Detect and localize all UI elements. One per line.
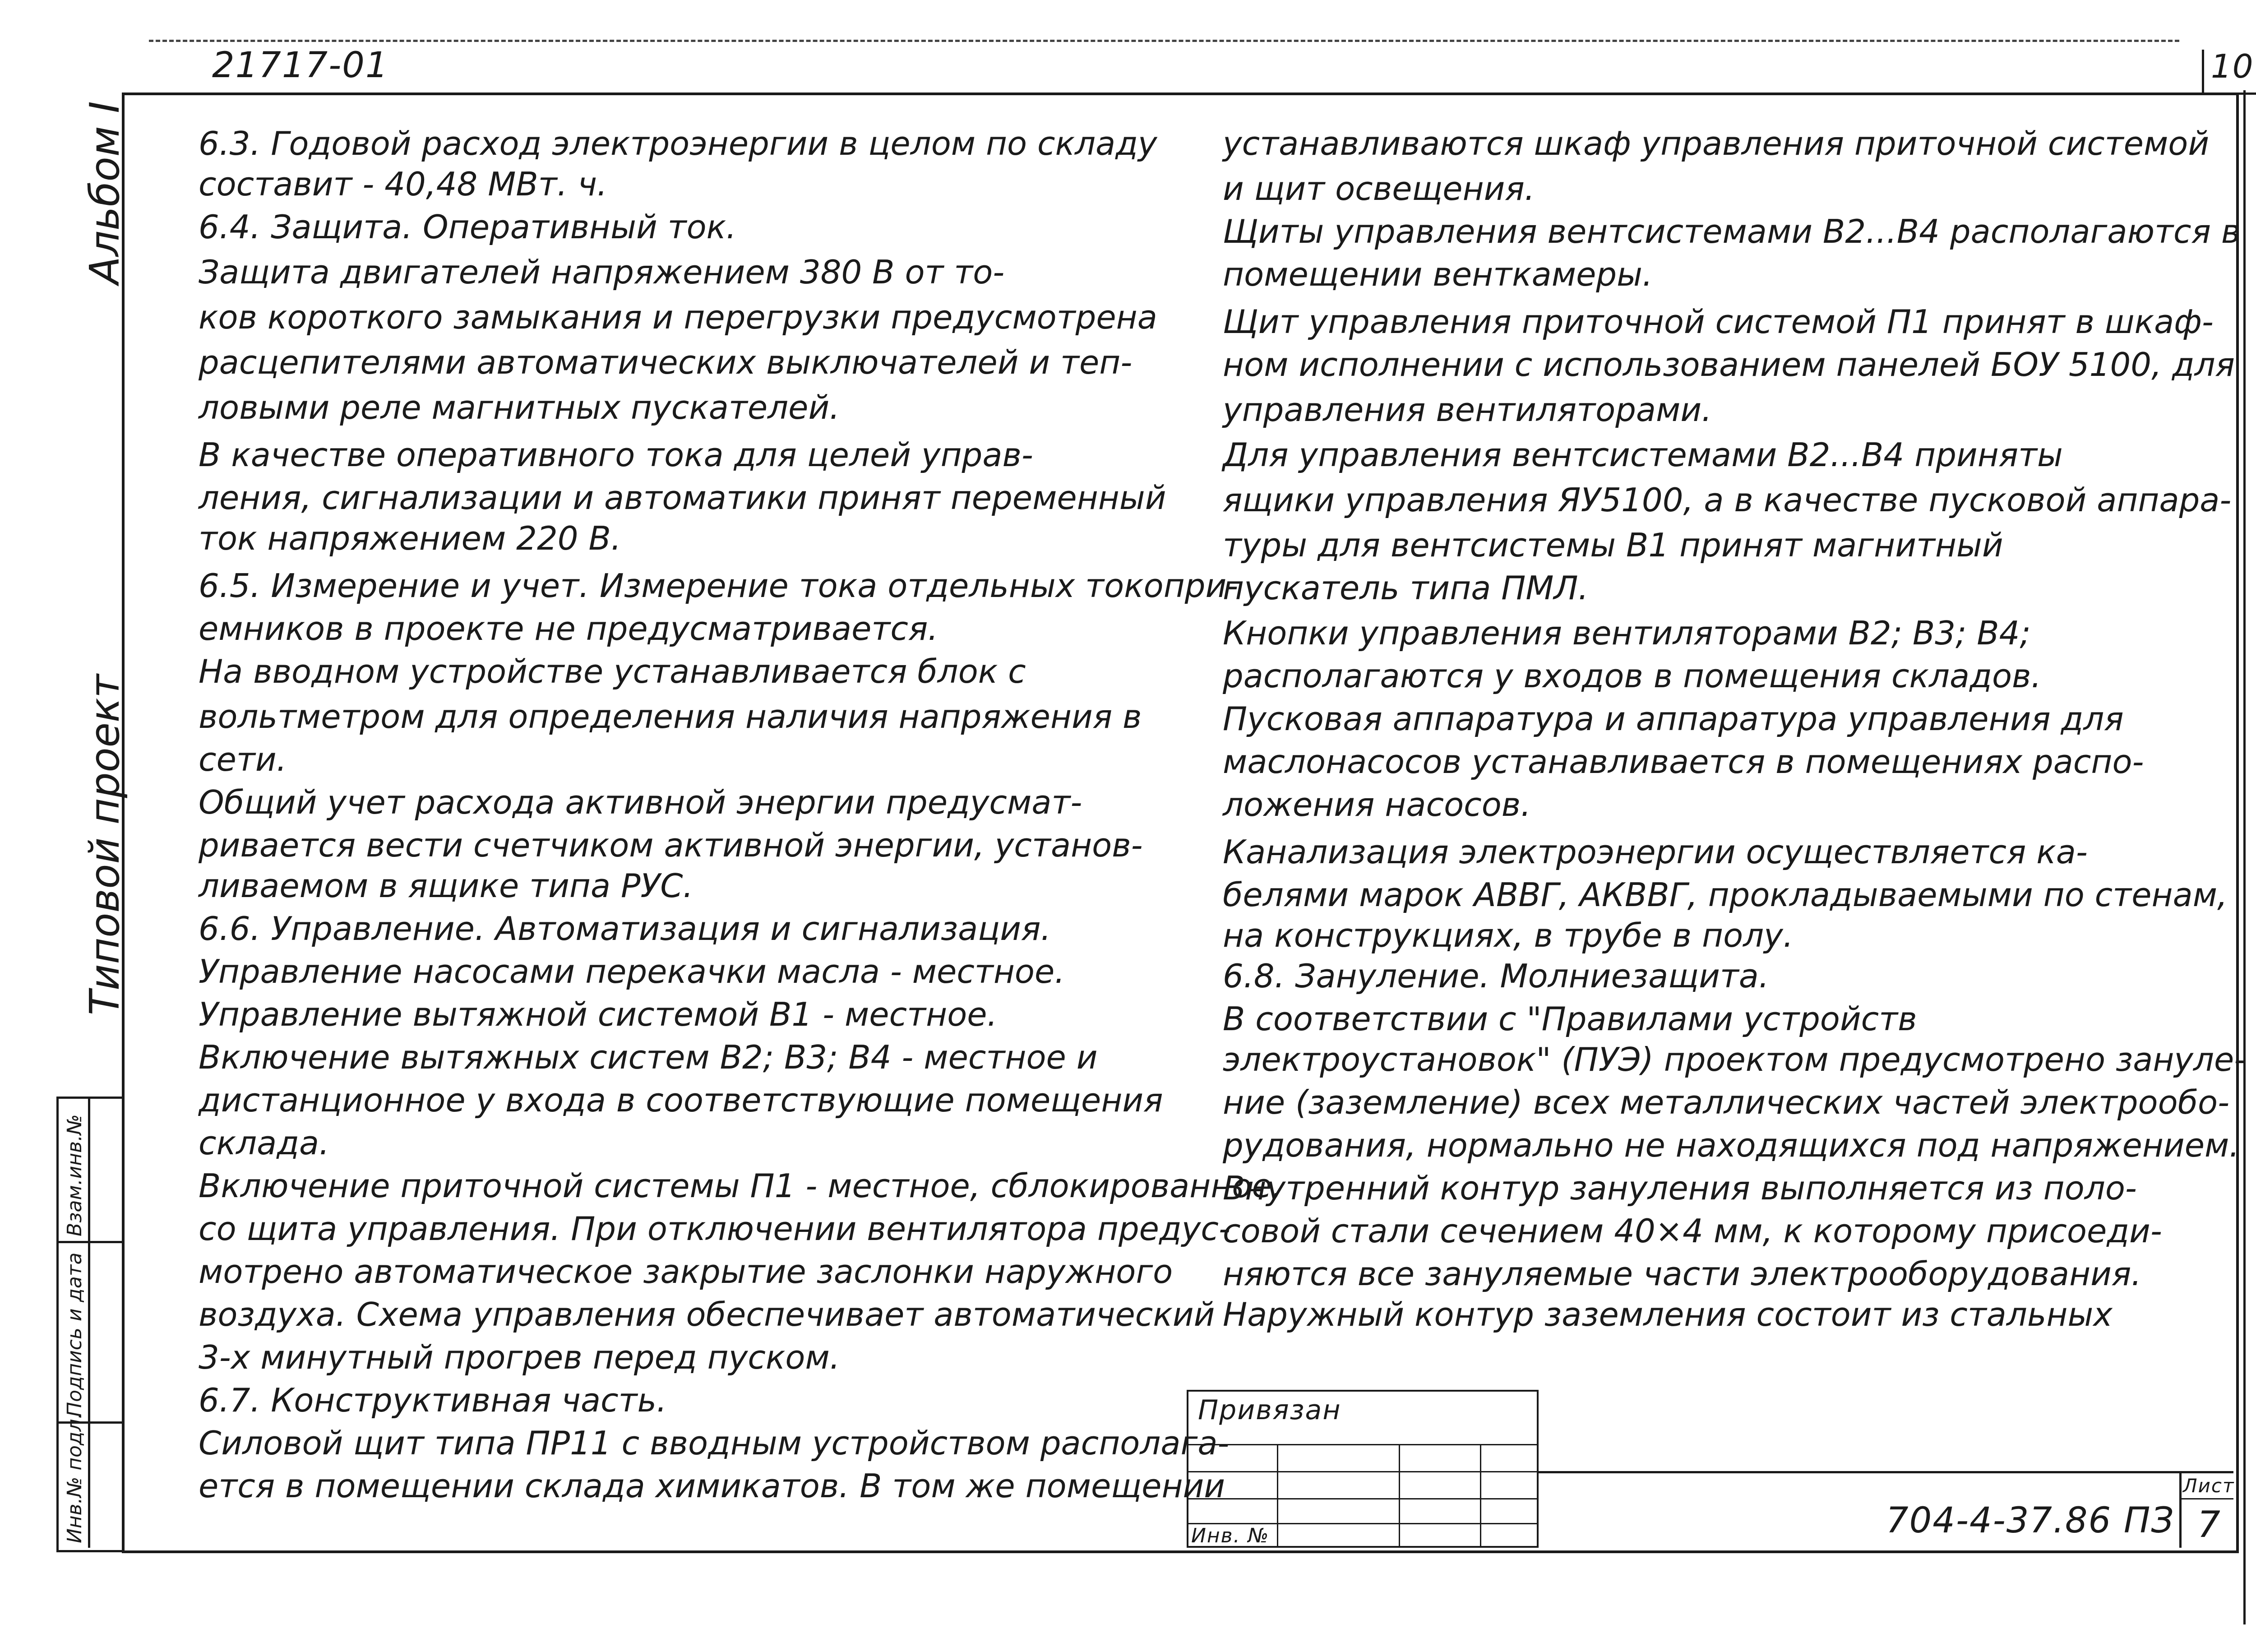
left-line: 6.5. Измерение и учет. Измерение тока отдельных токопри-	[199, 567, 1239, 605]
margin-field-inv-podl: Инв.№ подл.	[63, 1412, 86, 1543]
left-line: вольтметром для определения наличия напряжения в	[199, 698, 1142, 736]
margin-field-vzam: Взам.инв.№	[63, 1114, 86, 1236]
right-line: электроустановок" (ПУЭ) проектом предусмотрено зануле-	[1223, 1041, 2246, 1078]
left-line: ется в помещении склада химикатов. В том же помещении	[199, 1467, 1225, 1505]
right-line: Наружный контур заземления состоит из стальных	[1223, 1296, 2113, 1333]
margin-album: Альбом I	[81, 101, 129, 284]
left-margin-divider	[88, 1097, 90, 1548]
left-line: Включение приточной системы П1 - местное, сблокированное,	[199, 1167, 1282, 1205]
right-line: и щит освещения.	[1223, 170, 1535, 208]
right-edge-line	[2243, 90, 2246, 1624]
right-line: совой стали сечением 40×4 мм, к которому присоеди-	[1223, 1212, 2162, 1250]
stamp-col-line	[1277, 1444, 1278, 1548]
left-line: 6.6. Управление. Автоматизация и сигнализация.	[199, 910, 1051, 948]
title-block-sheet-line	[2179, 1498, 2233, 1499]
right-line: маслонасосов устанавливается в помещениях распо-	[1223, 743, 2144, 781]
right-line: Канализация электроэнергии осуществляется ка-	[1223, 833, 2088, 871]
title-block-top-line	[1539, 1471, 2233, 1473]
left-line: емников в проекте не предусматривается.	[199, 610, 938, 648]
left-line: Управление насосами перекачки масла - местное.	[199, 953, 1065, 990]
stamp-privyazan-label: Привязан	[1198, 1394, 1341, 1426]
right-line: на конструкциях, в трубе в полу.	[1223, 916, 1794, 954]
left-line: Общий учет расхода активной энергии предусмат-	[199, 783, 1082, 821]
left-line: Защита двигателей напряжением 380 В от то-	[199, 253, 1005, 291]
left-line: ток напряжением 220 В.	[199, 519, 621, 557]
corner-sheet-number: 10	[2211, 47, 2254, 85]
stamp-col-line	[1480, 1444, 1481, 1548]
left-line: В качестве оперативного тока для целей управ-	[199, 436, 1033, 474]
sheet-number: 7	[2197, 1504, 2221, 1546]
left-line: На вводном устройстве устанавливается блок с	[199, 652, 1026, 690]
stamp-inv-label: Инв. №	[1191, 1524, 1270, 1547]
document-designation: 704-4-37.86 ПЗ	[1886, 1500, 2175, 1541]
left-line: Включение вытяжных систем В2; В3; В4 - местное и	[199, 1038, 1098, 1076]
left-line: ливаемом в ящике типа РУС.	[199, 867, 693, 905]
stamp-row-line	[1187, 1444, 1539, 1445]
margin-project: Типовой проект	[81, 674, 129, 1015]
right-line: белями марок АВВГ, АКВВГ, прокладываемыми по стенам,	[1223, 876, 2228, 914]
right-line: Кнопки управления вентиляторами В2; В3; В4;	[1223, 614, 2031, 652]
left-line: сети.	[199, 740, 287, 778]
right-line: устанавливаются шкаф управления приточной системой	[1223, 125, 2210, 162]
right-line: управления вентиляторами.	[1223, 391, 1712, 429]
right-line: ном исполнении с использованием панелей БОУ 5100, для	[1223, 346, 2235, 384]
right-line: ние (заземление) всех металлических частей электрообо-	[1223, 1083, 2230, 1121]
margin-field-podpis: Подпись и дата	[63, 1252, 86, 1417]
left-line: ловыми реле магнитных пускателей.	[199, 389, 840, 426]
right-line: Внутренний контур зануления выполняется из поло-	[1223, 1169, 2137, 1207]
left-line: дистанционное у входа в соответствующие помещения	[199, 1081, 1163, 1119]
left-line: 3-х минутный прогрев перед пуском.	[199, 1338, 840, 1376]
sheet-label: Лист	[2183, 1475, 2235, 1497]
right-line: рудования, нормально не находящихся под напряжением.	[1223, 1126, 2240, 1164]
top-edge-line	[149, 40, 2179, 42]
left-line: склада.	[199, 1124, 330, 1162]
stamp-row-line	[1187, 1498, 1539, 1499]
left-line: со щита управления. При отключении вентилятора предус-	[199, 1210, 1230, 1248]
title-block-sheet-divider	[2179, 1471, 2182, 1548]
left-line: Силовой щит типа ПР11 с вводным устройством располага-	[199, 1424, 1230, 1462]
right-line: 6.8. Зануление. Молниезащита.	[1223, 957, 1769, 995]
left-line: 6.7. Конструктивная часть.	[199, 1381, 667, 1419]
stamp-row-line	[1187, 1471, 1539, 1472]
right-line: няются все зануляемые части электрооборудования.	[1223, 1255, 2142, 1293]
right-line: Щит управления приточной системой П1 принят в шкаф-	[1223, 303, 2214, 341]
left-line: расцепителями автоматических выключателей и теп-	[199, 343, 1133, 381]
left-line: ков короткого замыкания и перегрузки предусмотрена	[199, 298, 1157, 336]
right-line: Для управления вентсистемами В2...В4 приняты	[1223, 436, 2063, 474]
left-line: 6.4. Защита. Оперативный ток.	[199, 208, 737, 246]
right-line: В соответствии с "Правилами устройств	[1223, 1000, 1917, 1038]
right-line: Щиты управления вентсистемами В2...В4 располагаются в	[1223, 213, 2241, 250]
right-line: туры для вентсистемы В1 принят магнитный	[1223, 526, 2003, 564]
right-line: ящики управления ЯУ5100, а в качестве пусковой аппара-	[1223, 481, 2232, 519]
left-line: Управление вытяжной системой В1 - местное.	[199, 995, 998, 1033]
left-line: мотрено автоматическое закрытие заслонки наружного	[199, 1253, 1173, 1291]
margin-cell-sep-1	[56, 1241, 122, 1243]
left-line: воздуха. Схема управления обеспечивает автоматический	[199, 1296, 1215, 1333]
left-line: составит - 40,48 МВт. ч.	[199, 165, 607, 203]
right-line: Пусковая аппаратура и аппаратура управления для	[1223, 700, 2124, 738]
right-line: помещении венткамеры.	[1223, 255, 1653, 293]
document-reference: 21717-01	[212, 45, 389, 86]
right-line: располагаются у входов в помещения складов.	[1223, 657, 2042, 695]
left-line: ривается вести счетчиком активной энергии, установ-	[199, 826, 1143, 864]
right-line: ложения насосов.	[1223, 786, 1531, 824]
left-line: 6.3. Годовой расход электроэнергии в целом по складу	[199, 125, 1157, 162]
right-line: пускатель типа ПМЛ.	[1223, 569, 1589, 607]
stamp-col-line	[1399, 1444, 1400, 1548]
left-line: ления, сигнализации и автоматики принят переменный	[199, 479, 1166, 517]
